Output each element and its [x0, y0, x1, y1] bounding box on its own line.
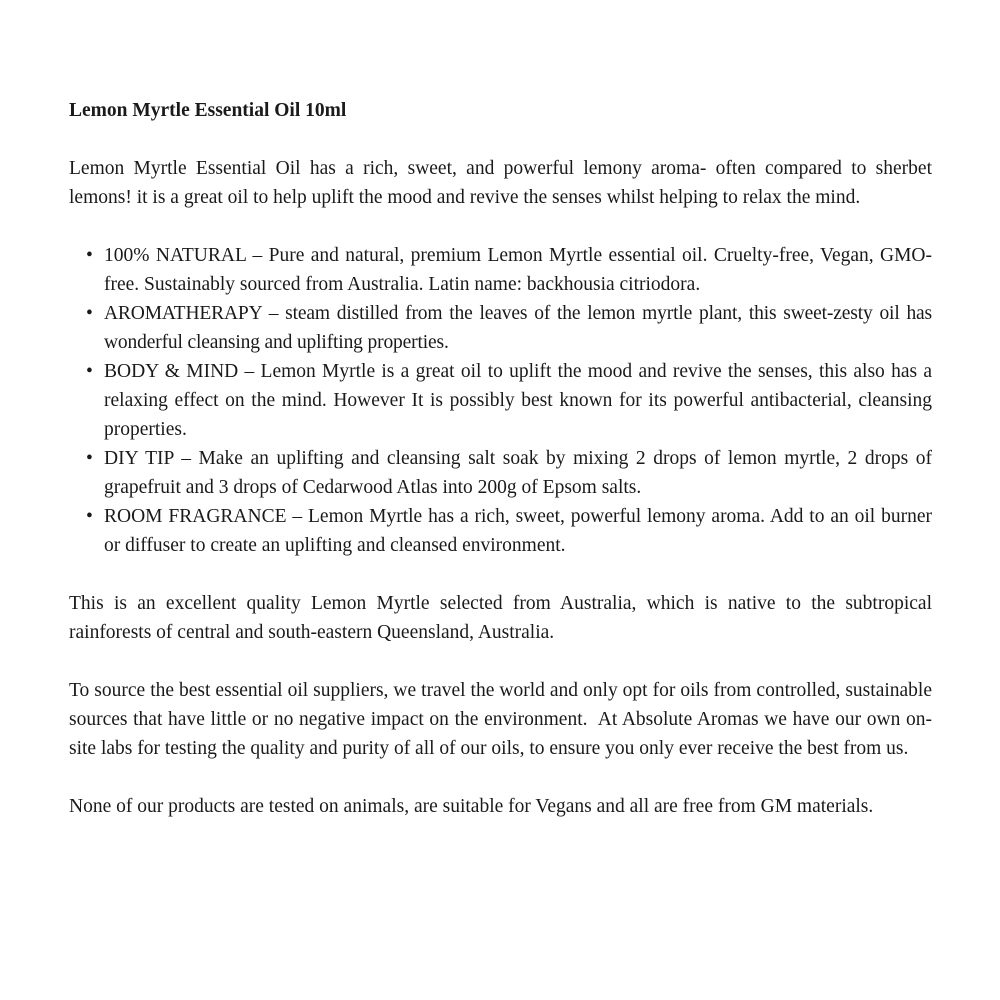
- feature-list: [69, 241, 932, 560]
- feature-item-room-fragrance: • ROOM FRAGRANCE – Lemon Myrtle has a rich, sweet, powerful lemony aroma. Add to an oil burner or diffuser to create an uplifting and cleansed environment.: [69, 502, 932, 560]
- feature-item-natural: • 100% NATURAL – Pure and natural, premium Lemon Myrtle essential oil. Cruelty-free, Vegan, GMO-free. Sustainably sourced from Australia. Latin name: backhousia citriodora.: [69, 241, 932, 299]
- intro-paragraph: Lemon Myrtle Essential Oil has a rich, sweet, and powerful lemony aroma- often compared to sherbet lemons! it is a great oil to help uplift the mood and revive the senses whilst helping to relax the mind.: [69, 158, 932, 208]
- origin-paragraph: This is an excellent quality Lemon Myrtle selected from Australia, which is native to the subtropical rainforests of central and south-eastern Queensland, Australia.: [69, 593, 932, 643]
- product-title: Lemon Myrtle Essential Oil 10ml: [69, 100, 347, 121]
- feature-item-body-mind: • BODY & MIND – Lemon Myrtle is a great oil to uplift the mood and revive the senses, this also has a relaxing effect on the mind. However It is possibly best known for its powerful antibacterial, cleansing properties.: [69, 357, 932, 444]
- product-description: [69, 96, 937, 850]
- ethics-paragraph: None of our products are tested on animals, are suitable for Vegans and all are free from GM materials.: [69, 796, 874, 817]
- feature-item-aromatherapy: • AROMATHERAPY – steam distilled from the leaves of the lemon myrtle plant, this sweet-zesty oil has wonderful cleansing and uplifting properties.: [69, 299, 932, 357]
- feature-item-diy-tip: • DIY TIP – Make an uplifting and cleansing salt soak by mixing 2 drops of lemon myrtle, 2 drops of grapefruit and 3 drops of Cedarwood Atlas into 200g of Epsom salts.: [69, 444, 932, 502]
- sourcing-paragraph: To source the best essential oil suppliers, we travel the world and only opt for oils from controlled, sustainable sources that have little or no negative impact on the environment. At Absolute Aromas we have our own on-site labs for testing the quality and purity of all of our oils, to ensure you only ever receive the best from us.: [69, 680, 937, 759]
